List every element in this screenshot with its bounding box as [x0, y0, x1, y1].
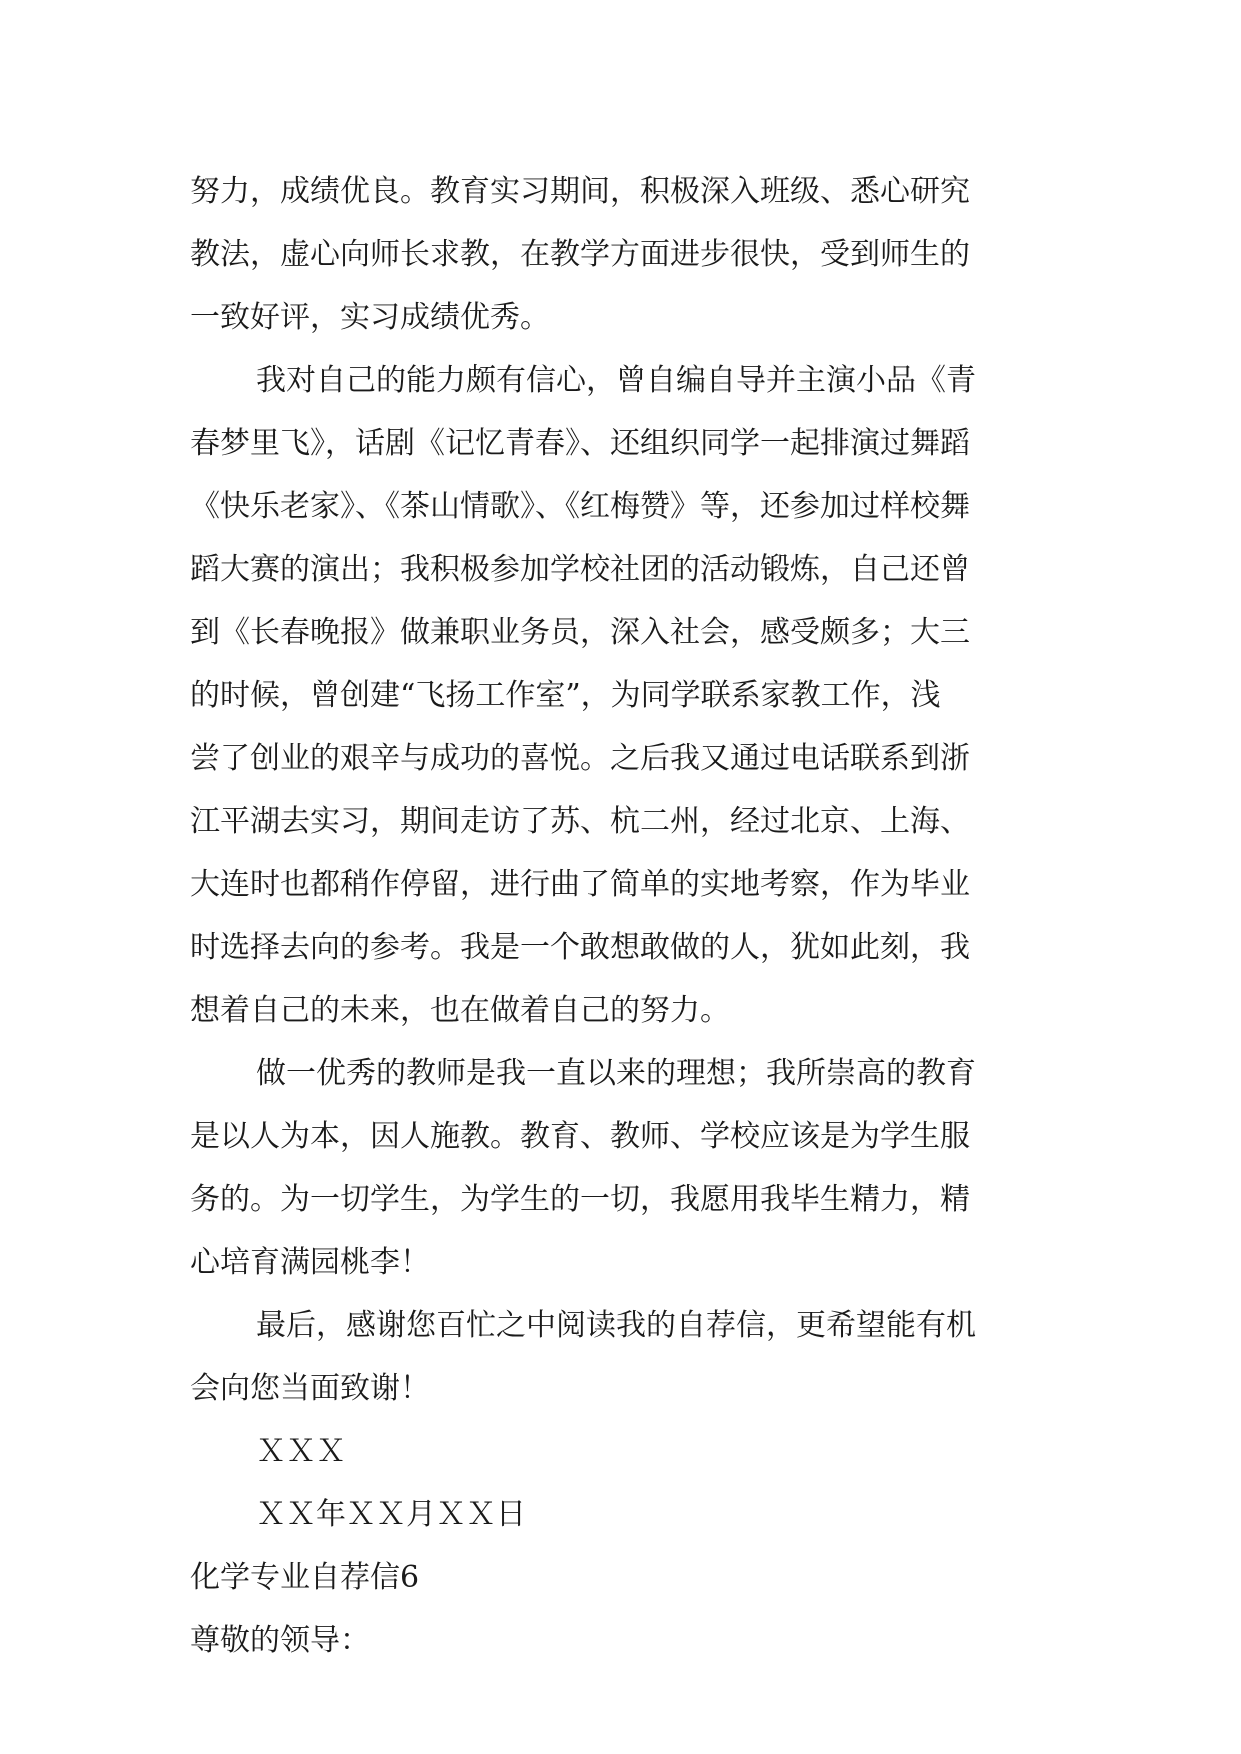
- text-line: 《快乐老家》、《茶山情歌》、《红梅赞》等，还参加过样校舞: [190, 489, 970, 524]
- text-line: 一致好评，实习成绩优秀。: [190, 300, 550, 335]
- text-line: 大连时也都稍作停留，进行曲了简单的实地考察，作为毕业: [190, 867, 970, 902]
- text-line: 是以人为本，因人施教。教育、教师、学校应该是为学生服: [190, 1119, 970, 1154]
- paragraph-start-line: 做一优秀的教师是我一直以来的理想；我所崇高的教育: [256, 1056, 976, 1091]
- text-line: 务的。为一切学生，为学生的一切，我愿用我毕生精力，精: [190, 1182, 970, 1217]
- salutation: 尊敬的领导：: [190, 1623, 370, 1658]
- text-line: 想着自己的未来，也在做着自己的努力。: [190, 993, 730, 1028]
- text-line: 会向您当面致谢！: [190, 1371, 430, 1406]
- text-line: 努力，成绩优良。教育实习期间，积极深入班级、悉心研究: [190, 174, 970, 209]
- paragraph-start-line: 最后，感谢您百忙之中阅读我的自荐信，更希望能有机: [256, 1308, 976, 1343]
- section-heading: 化学专业自荐信6: [190, 1560, 420, 1595]
- text-line: 春梦里飞》，话剧《记忆青春》、还组织同学一起排演过舞蹈: [190, 426, 970, 461]
- text-line: 心培育满园桃李！: [190, 1245, 430, 1280]
- signature-name: ＸＸＸ: [256, 1434, 346, 1469]
- text-line: 江平湖去实习，期间走访了苏、杭二州，经过北京、上海、: [190, 804, 970, 839]
- signature-date: ＸＸ年ＸＸ月ＸＸ日: [256, 1497, 526, 1532]
- text-line: 的时候，曾创建“飞扬工作室”，为同学联系家教工作，浅: [190, 678, 941, 713]
- text-line: 教法，虚心向师长求教，在教学方面进步很快，受到师生的: [190, 237, 970, 272]
- text-line: 蹈大赛的演出；我积极参加学校社团的活动锻炼，自己还曾: [190, 552, 970, 587]
- paragraph-start-line: 我对自己的能力颇有信心，曾自编自导并主演小品《青: [256, 363, 976, 398]
- text-line: 到《长春晚报》做兼职业务员，深入社会，感受颇多；大三: [190, 615, 970, 650]
- letter-body: [190, 160, 1070, 1672]
- text-line: 尝了创业的艰辛与成功的喜悦。之后我又通过电话联系到浙: [190, 741, 970, 776]
- text-line: 时选择去向的参考。我是一个敢想敢做的人，犹如此刻，我: [190, 930, 970, 965]
